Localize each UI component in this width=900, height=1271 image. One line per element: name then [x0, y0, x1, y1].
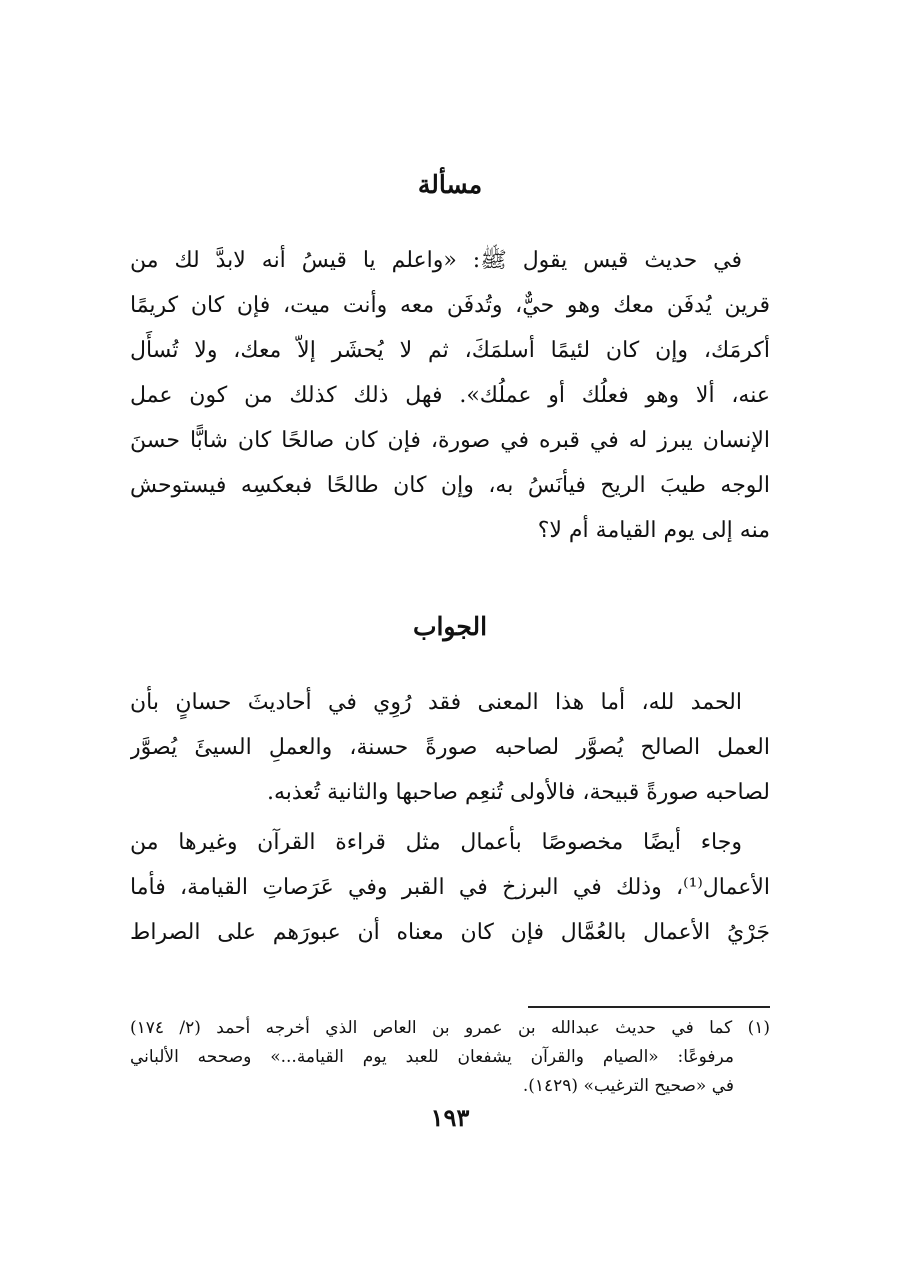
question-paragraph — [130, 238, 770, 553]
question-line-4: عنه، ألا وهو فعلُك أو عملُك». فهل ذلك كذلك من كون عمل — [130, 383, 770, 408]
footnote-divider — [528, 1006, 770, 1008]
answer-p1-line-1: الحمد لله، أما هذا المعنى فقد رُوِي في أحاديثَ حسانٍ بأن — [130, 690, 742, 715]
question-line-7: منه إلى يوم القيامة أم لا؟ — [537, 518, 770, 543]
answer-p1-line-2: العمل الصالح يُصوَّر لصاحبه صورةً حسنة، والعملِ السيئَ يُصوَّر — [130, 735, 770, 760]
answer-paragraph-1 — [130, 680, 770, 815]
page-number: ١٩٣ — [430, 1103, 470, 1132]
answer-p1-line-3: لصاحبه صورةً قبيحة، فالأولى تُنعِم صاحبها والثانية تُعذبه. — [266, 780, 770, 805]
answer-paragraph-2 — [130, 820, 770, 955]
answer-p2-line-2: الأعمال⁽¹⁾، وذلك في البرزخ في القبر وفي عَرَصاتِ القيامة، فأما — [130, 875, 770, 900]
footnote — [130, 1014, 770, 1101]
question-heading: مسألة — [417, 170, 483, 199]
question-line-6: الوجه طيبَ الريح فيأنَسُ به، وإن كان طالحًا فبعكسِه فيستوحش — [130, 473, 770, 498]
question-line-2: قرين يُدفَن معك وهو حيٌّ، وتُدفَن معه وأنت ميت، فإن كان كريمًا — [130, 293, 770, 318]
answer-p2-line-1: وجاء أيضًا مخصوصًا بأعمال مثل قراءة القرآن وغيرها من — [130, 830, 742, 855]
answer-p2-line-3: جَرْيُ الأعمال بالعُمَّال فإن كان معناه أن عبورَهم على الصراط — [130, 920, 770, 945]
question-line-5: الإنسان يبرز له في قبره في صورة، فإن كان صالحًا كان شابًّا حسنَ — [130, 428, 770, 453]
footnote-line-1: (١) كما في حديث عبدالله بن عمرو بن العاص الذي أخرجه أحمد (٢/ ١٧٤) — [130, 1018, 770, 1038]
question-line-3: أكرمَك، وإن كان لئيمًا أسلمَكَ، ثم لا يُحشَر إلاّ معك، ولا تُسأَل — [130, 338, 770, 363]
answer-heading: الجواب — [412, 612, 488, 641]
question-line-1: في حديث قيس يقول ﷺ: «واعلم يا قيسُ أنه لابدَّ لك من — [130, 248, 742, 273]
footnote-line-2: مرفوعًا: «الصيام والقرآن يشفعان للعبد يوم القيامة...» وصححه الألباني — [130, 1047, 734, 1067]
footnote-line-3: في «صحيح الترغيب» (١٤٢٩). — [522, 1076, 734, 1096]
